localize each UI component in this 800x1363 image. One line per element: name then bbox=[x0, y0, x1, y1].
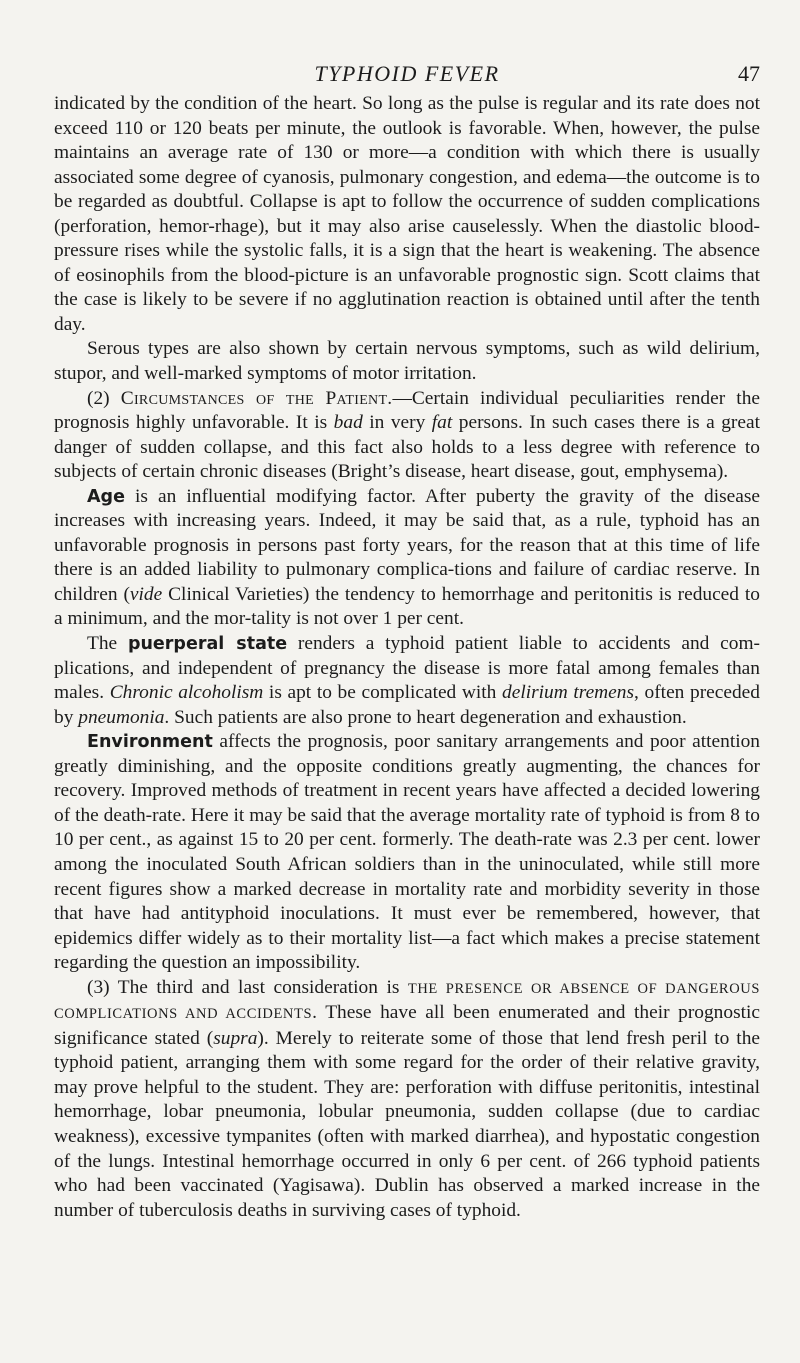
paragraph-environment bbox=[54, 730, 760, 975]
emphasis-bad: bad bbox=[333, 412, 363, 434]
text-run: is apt to be complicated with bbox=[263, 682, 503, 704]
text-run: renders a typhoid patient liable to accidents and com-plications, and independent of pregnancy the disease is more fatal among females than males. bbox=[54, 633, 760, 704]
text-run: —Certain individual peculiarities render the prognosis highly unfavorable. It is bbox=[54, 387, 760, 434]
keyword-age: Age bbox=[87, 486, 125, 507]
paragraph-heart-pulse: indicated by the condition of the heart. So long as the pulse is regular and its rate does not exceed 110 or 120 beats per minute, the outlook is favorable. When, however, the pulse maintains an average rate of 130 or more—a condition with which there is usually associated some degree of cyanosis, pulmonary congestion, and edema—the outcome is to be regarded as doubtful. Collapse is apt to follow the occurrence of sudden complications (perforation, hemor-rhage), but it may also arise causelessly. When the diastolic blood-pressure rises while the systolic falls, it is a sign that the heart is weakening. The absence of eosinophils from the blood-picture is an unfavorable prognostic sign. Scott claims that the case is likely to be severe if no agglutination reaction is obtained until after the tenth day. bbox=[54, 93, 760, 335]
text-run: . These have all been enumerated and their prognostic significance stated ( bbox=[54, 1002, 760, 1049]
paragraph-serous-types: Serous types are also shown by certain nervous symptoms, such as wild delirium, stupor, and well-marked symptoms of motor irritation. bbox=[54, 338, 760, 385]
running-title: TYPHOID FEVER bbox=[314, 61, 500, 86]
keyword-environment: Environment bbox=[87, 732, 213, 753]
emphasis-chronic-alcoholism: Chronic alcoholism bbox=[109, 682, 264, 704]
text-run: in very bbox=[362, 412, 432, 434]
paragraph-puerperal bbox=[54, 632, 760, 730]
emphasis-supra: supra bbox=[213, 1027, 258, 1049]
emphasis-pneumonia: pneumonia bbox=[78, 706, 165, 728]
emphasis-delirium-tremens: delirium tremens bbox=[502, 682, 635, 704]
page-header bbox=[54, 0, 760, 92]
text-run: ). Merely to reiterate some of those that lend fresh peril to the typhoid patient, arranging them with some regard for the order of their relative gravity, may prove helpful to the student. They are: perforation with diffuse peritonitis, intestinal hemorrhage, lobar pneumonia, lobular pneumonia, sudden collapse (due to cardiac weakness), excessive tympanites (often with marked diarrhea), and hypostatic congestion of the lungs. Intestinal hemorrhage occurred in only 6 per cent. of 266 typhoid patients who had been vaccinated (Yagisawa). Dublin has observed a marked increase in the number of tuberculosis deaths in surviving cases of typhoid. bbox=[54, 1027, 760, 1221]
paragraph-complications bbox=[54, 976, 760, 1223]
text-run: affects the prognosis, poor sanitary arrangements and poor attention greatly diminishing, and the opposite conditions greatly augmenting, the chances for recovery. Improved methods of treatment in recent years have affected a decided lowering of the death-rate. Here it may be said that the average mortality rate of typhoid is from 8 to 10 per cent., as against 15 to 20 per cent. formerly. The death-rate was 2.3 per cent. lower among the inoculated South African soldiers than in the uninoculated, while still more recent figures show a marked decrease in mortality rate and morbidity severity in those that have had antityphoid inoculations. It must ever be remembered, however, that epidemics differ widely as to their mortality list—a fact which makes a precise statement regarding the question an impossibility. bbox=[54, 731, 760, 974]
text-run: . Such patients are also prone to heart degeneration and exhaustion. bbox=[164, 706, 687, 728]
text-run: Clinical Varieties) the tendency to hemorrhage and peritonitis is reduced to a minimum, and the mor-tality is not over 1 per cent. bbox=[54, 583, 760, 630]
body-text bbox=[54, 92, 760, 1223]
keyword-puerperal-state: puerperal state bbox=[127, 634, 288, 655]
page-number: 47 bbox=[738, 61, 760, 86]
text-run: (3) The third and last consideration is bbox=[87, 976, 408, 998]
paragraph-circumstances bbox=[54, 387, 760, 485]
paragraph-age bbox=[54, 485, 760, 632]
emphasis-fat: fat bbox=[431, 412, 453, 434]
text-run: , often preceded by bbox=[54, 682, 760, 728]
text-run: is an influential modifying factor. After puberty the gravity of the disease increases with increasing years. Indeed, it may be said that, as a rule, typhoid has an unfavorable prognosis in persons past forty years, for the reason that at this time of life there is an added liability to pulmonary complica-tions and failure of cardiac reserve. In children ( bbox=[54, 485, 760, 605]
text-run: (2) bbox=[87, 387, 121, 409]
text-run: persons. In such cases there is a great danger of sudden collapse, and this fact also holds to a less degree with reference to subjects of certain chronic diseases (Bright’s disease, heart disease, gout, emphysema). bbox=[54, 412, 760, 483]
text-run: The bbox=[87, 633, 128, 655]
emphasis-vide: vide bbox=[129, 583, 163, 605]
section-heading-circumstances: Circumstances of the Patient. bbox=[120, 387, 393, 409]
small-caps-complications: THE PRESENCE OR ABSENCE OF DANGEROUS COMPLICATIONS AND ACCIDENTS bbox=[54, 980, 760, 1023]
